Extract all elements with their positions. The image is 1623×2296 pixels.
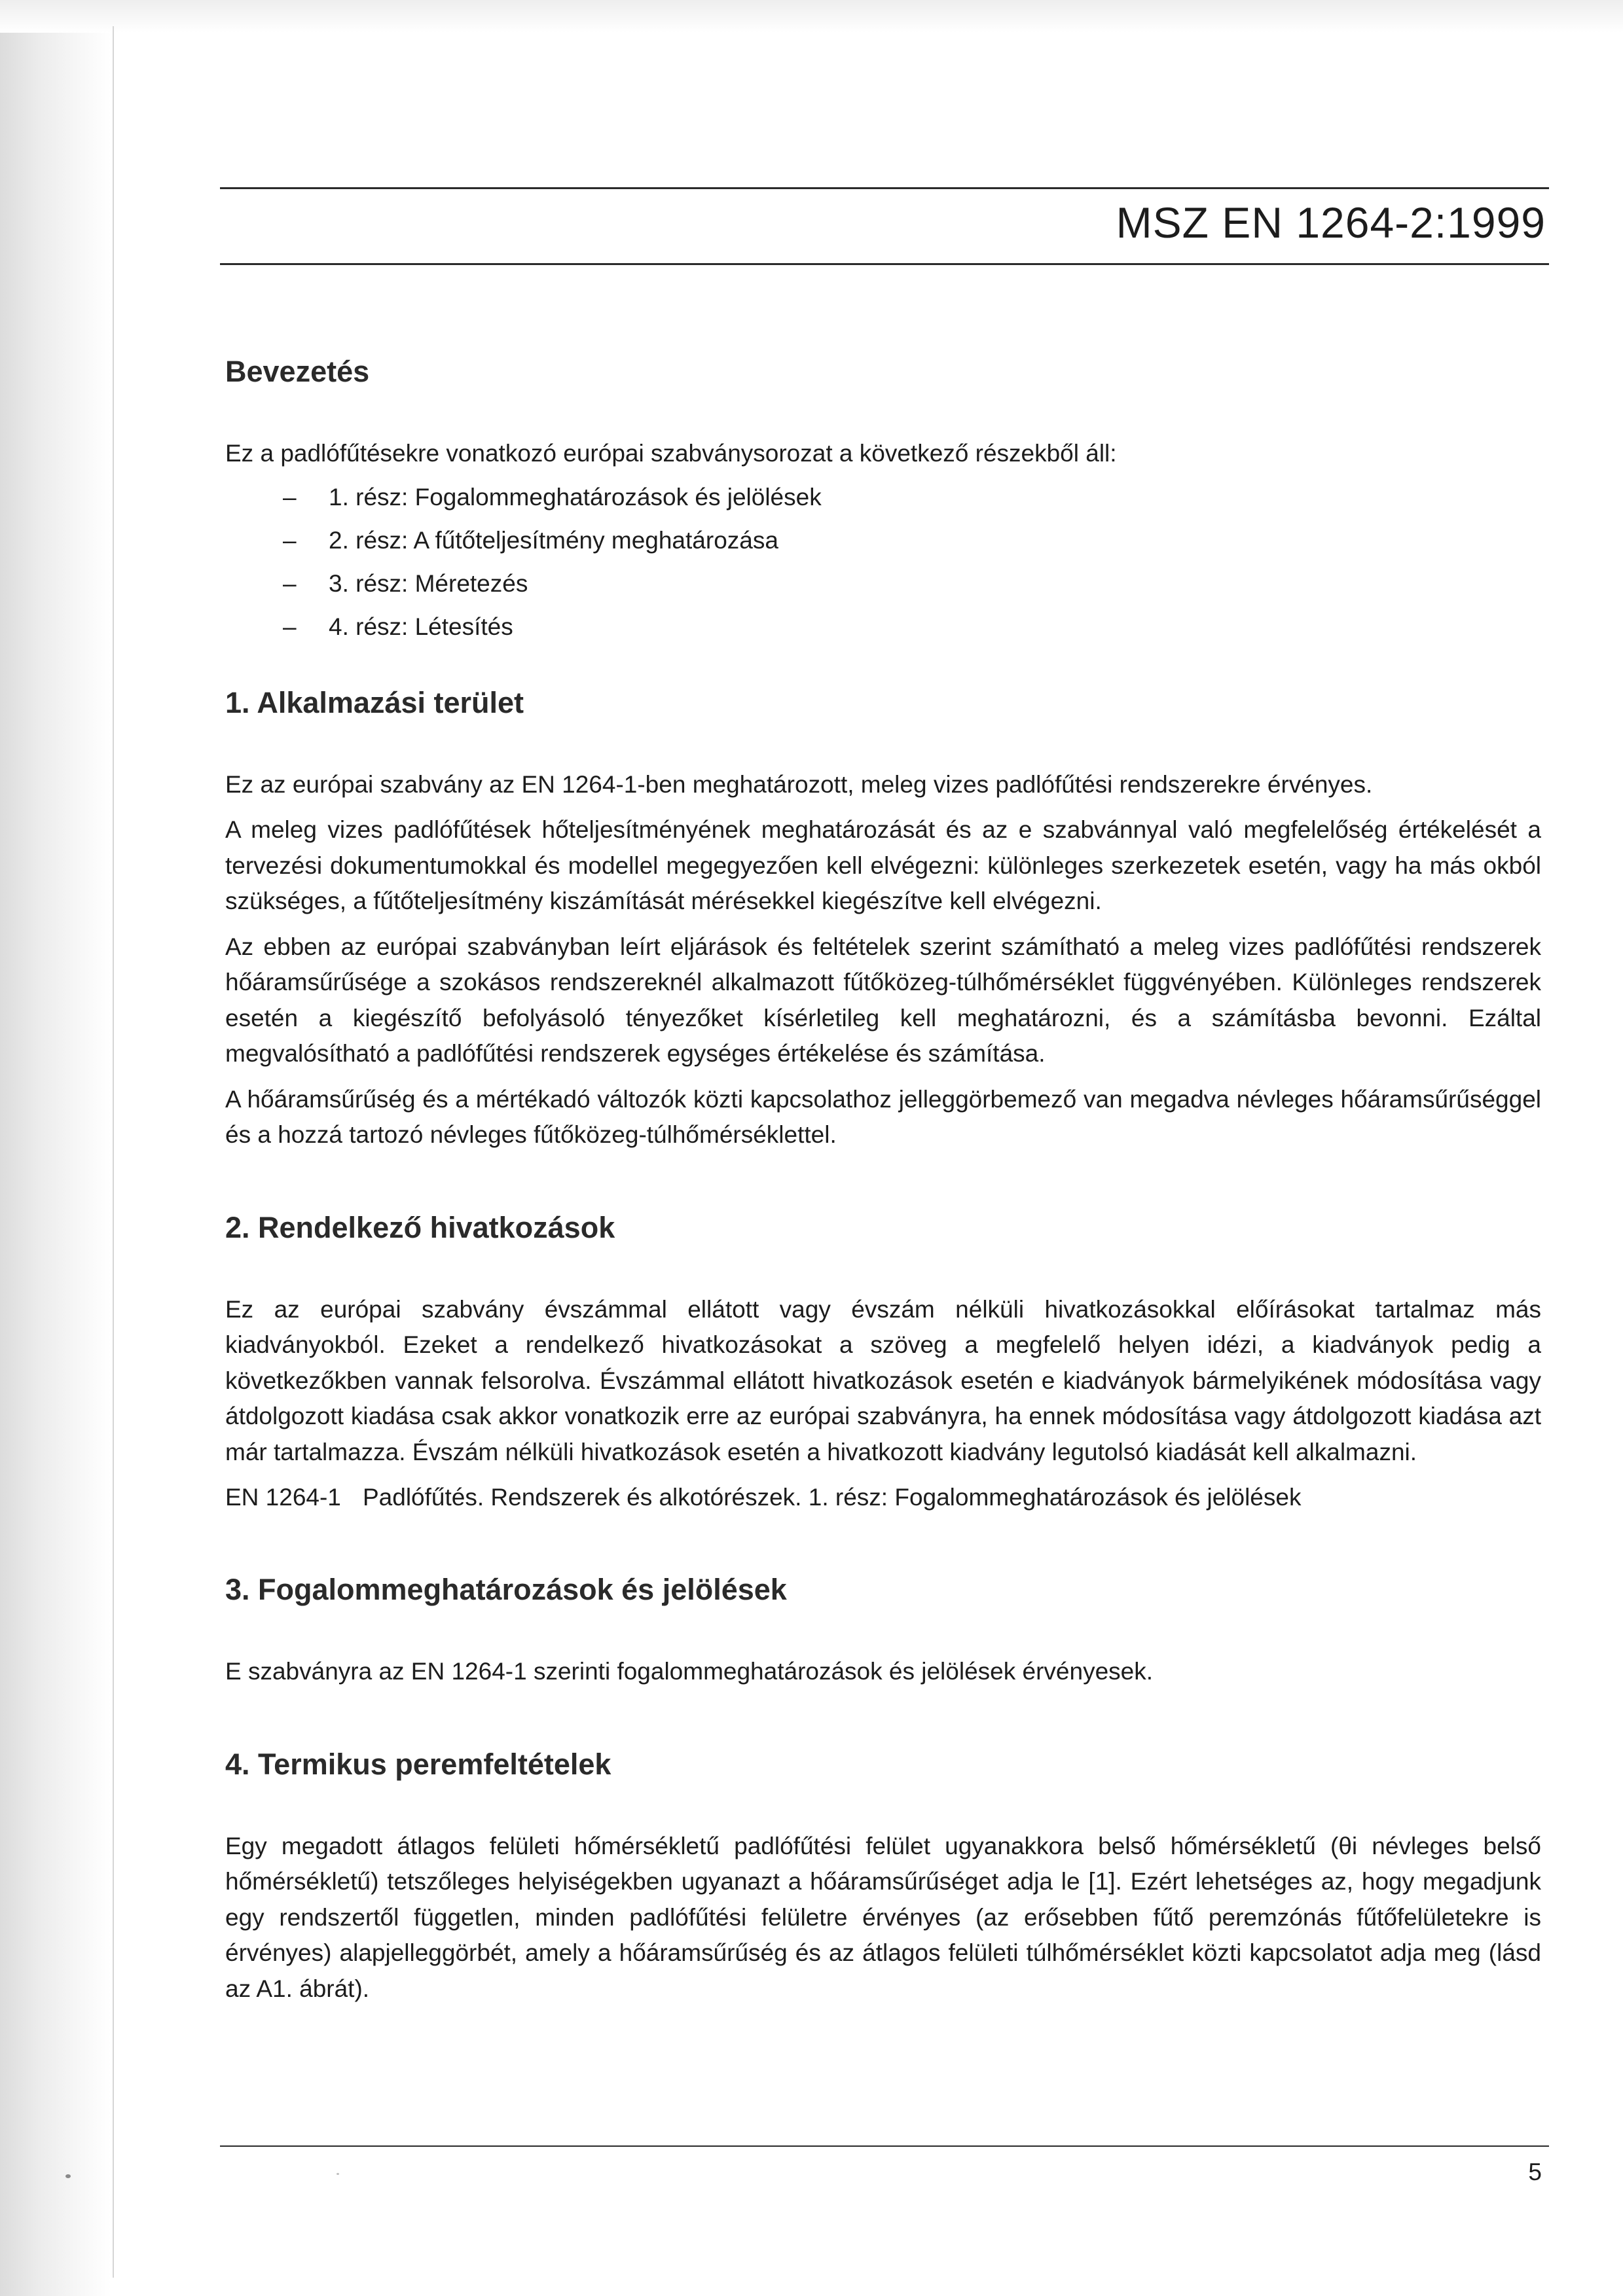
section-normative-references [225, 1210, 1541, 1516]
list-item: – 4. rész: Létesítés [225, 605, 1541, 649]
dash-bullet: – [283, 526, 297, 554]
scan-speck [65, 2174, 71, 2178]
dash-bullet: – [283, 613, 297, 640]
paragraph: Az ebben az európai szabványban leírt eljárások és feltételek szerint számítható a meleg vizes padlófűtési rendszerek hőáramsűrűsége a szokásos rendszereknél alkalmazott fűtőközeg-túlhőmérséklet függvényében. Különleges rendszerek esetén a kiegészítő befolyásoló tényezőket kísérletileg kell meghatározni, és a számításba bevonni. Ezáltal megvalósítható a padlófűtési rendszerek egységes értékelése és számítása. [225, 933, 1541, 1067]
section-definitions [225, 1571, 1541, 1690]
paragraph: Egy megadott átlagos felületi hőmérsékletű padlófűtési felület ugyanakkora belső hőmérsékletű (θi névleges belső hőmérsékletű) tetszőleges helyiségekben ugyanazt a hőáramsűrűséget adja le [1]. Ezért lehetséges az, hogy megadjunk egy rendszertől független, minden padlófűtési felületre érvényes (az erősebben fűtő peremzónás fűtőfelületekre is érvényes) alapjelleggörbét, amely a hőáramsűrűség és az átlagos felületi túlhőmérséklet közti kapcsolatot adja meg (lásd az A1. ábrát). [225, 1832, 1541, 2002]
footer-rule [220, 2145, 1549, 2147]
section-title: 1. Alkalmazási terület [225, 685, 524, 719]
scan-shadow [0, 0, 111, 2296]
section-thermal-boundary-conditions [225, 1746, 1541, 2007]
paragraph: A hőáramsűrűség és a mértékadó változók közti kapcsolathoz jelleggörbemező van megadva névleges hőáramsűrűséggel és a hozzá tartozó névleges fűtőközeg-túlhőmérséklettel. [225, 1085, 1541, 1148]
page-edge [113, 26, 114, 2278]
dash-bullet: – [283, 483, 297, 511]
section-title: 2. Rendelkező hivatkozások [225, 1210, 615, 1244]
paragraph: Ez az európai szabvány évszámmal ellátott vagy évszám nélküli hivatkozásokkal előírásokat tartalmaz más kiadványokból. Ezeket a rendelkező hivatkozásokat a szöveg a megfelelő helyen idézi, a kiadványok pedig a következőkben vannak felsorolva. Évszámmal ellátott hivatkozások esetén e kiadványok bármelyikének módosítása vagy átdolgozott kiadása csak akkor vonatkozik erre az európai szabványra, ha ennek módosítása vagy átdolgozott kiadása azt már tartalmazza. Évszám nélküli hivatkozások esetén a hivatkozott kiadvány legutolsó kiadását kell alkalmazni. [225, 1295, 1541, 1465]
reference-code: EN 1264-1 [225, 1484, 341, 1511]
header-bottom-rule [220, 263, 1549, 265]
reference-entry [225, 1480, 1541, 1515]
scan-speck [337, 2173, 339, 2175]
parts-list [225, 476, 1541, 649]
list-item: – 2. rész: A fűtőteljesítmény meghatározása [225, 519, 1541, 562]
document-body [225, 353, 1541, 2017]
paragraph: Ez az európai szabvány az EN 1264-1-ben meghatározott, meleg vizes padlófűtési rendszerekre érvényes. [225, 770, 1373, 798]
paragraph: E szabványra az EN 1264-1 szerinti fogalommeghatározások és jelölések érvényesek. [225, 1658, 1154, 1685]
section-title: 4. Termikus peremfeltételek [225, 1747, 611, 1781]
page-number: 5 [1528, 2159, 1542, 2185]
paragraph: A meleg vizes padlófűtések hőteljesítményének meghatározását és az e szabvánnyal való megfelelőség értékelését a tervezési dokumentumokkal és modellel megegyezően kell elvégezni: különleges szerkezetek esetén, vagy ha más okból szükséges, a fűtőteljesítmény kiszámítását mérésekkel kiegészítve kell elvégezni. [225, 816, 1541, 914]
section-scope [225, 685, 1541, 1153]
section-title: 3. Fogalommeghatározások és jelölések [225, 1573, 787, 1606]
list-item: – 1. rész: Fogalommeghatározások és jelölések [225, 476, 1541, 519]
reference-title: Padlófűtés. Rendszerek és alkotórészek. 1. rész: Fogalommeghatározások és jelölések [363, 1484, 1302, 1511]
list-item: – 3. rész: Méretezés [225, 562, 1541, 605]
header-top-rule [220, 187, 1549, 189]
standard-number: MSZ EN 1264-2:1999 [1116, 198, 1546, 247]
section-introduction [225, 353, 1541, 649]
section-title: Bevezetés [225, 355, 370, 388]
intro-lead: Ez a padlófűtésekre vonatkozó európai szabványsorozat a következő részekből áll: [225, 440, 1117, 467]
scan-shadow-top [0, 0, 1623, 33]
dash-bullet: – [283, 569, 297, 597]
